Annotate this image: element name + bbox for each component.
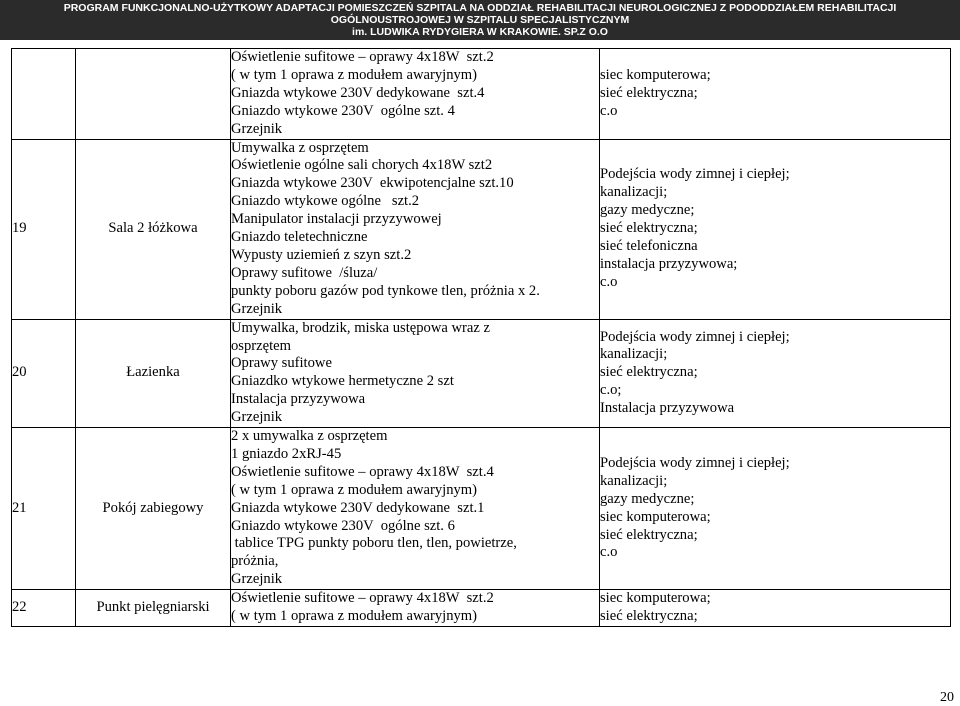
equipment-item: Gniazdko wtykowe hermetyczne 2 szt <box>231 373 454 390</box>
media-item: Instalacja przyzywowa <box>600 400 735 417</box>
media-item: sieć elektryczna; <box>600 526 698 543</box>
equipment-item: Oprawy sufitowe /śluza/ <box>231 264 378 281</box>
equipment-cell <box>231 49 600 140</box>
room-name: Punkt pielęgniarski <box>76 590 231 627</box>
table-row <box>12 49 951 140</box>
media-cell <box>600 139 951 319</box>
row-number <box>12 49 76 140</box>
media-item: gazy medyczne; <box>600 490 695 507</box>
equipment-item: Gniazda wtykowe 230V dedykowane szt.4 <box>231 84 485 101</box>
equipment-item: tablice TPG punkty poboru tlen, tlen, powietrze, <box>231 535 517 552</box>
row-number: 21 <box>12 428 76 590</box>
media-item: kanalizacji; <box>600 184 668 201</box>
equipment-item: Gniazdo teletechniczne <box>231 229 368 246</box>
equipment-item: Gniazdo wtykowe 230V ogólne szt. 4 <box>231 102 455 119</box>
media-item: sieć elektryczna; <box>600 220 698 237</box>
media-item: kanalizacji; <box>600 346 668 363</box>
equipment-item: Oświetlenie ogólne sali chorych 4x18W szt2 <box>231 157 493 174</box>
room-name: Pokój zabiegowy <box>76 428 231 590</box>
equipment-item: Grzejnik <box>231 120 283 137</box>
media-item: siec komputerowa; <box>600 66 711 83</box>
equipment-item: Grzejnik <box>231 571 283 588</box>
table-row <box>12 319 951 427</box>
media-cell <box>600 49 951 140</box>
equipment-cell <box>231 139 600 319</box>
document-header <box>0 0 960 40</box>
equipment-item: Gniazda wtykowe 230V ekwipotencjalne szt.10 <box>231 175 514 192</box>
row-number: 22 <box>12 590 76 627</box>
table-row <box>12 428 951 590</box>
media-item: sieć elektryczna; <box>600 364 698 381</box>
page-number: 20 <box>940 690 954 705</box>
media-item: Podejścia wody zimnej i ciepłej; <box>600 454 790 471</box>
equipment-item: próżnia, <box>231 553 279 570</box>
media-cell <box>600 319 951 427</box>
media-item: sieć elektryczna; <box>600 84 698 101</box>
equipment-item: Umywalka z osprzętem <box>231 139 369 156</box>
row-number: 19 <box>12 139 76 319</box>
table-row <box>12 590 951 627</box>
row-number: 20 <box>12 319 76 427</box>
header-line-3: im. LUDWIKA RYDYGIERA W KRAKOWIE. SP.Z O.O <box>352 26 608 38</box>
media-item: sieć elektryczna; <box>600 608 698 625</box>
rooms-table <box>11 48 951 627</box>
equipment-item: Oświetlenie sufitowe – oprawy 4x18W szt.4 <box>231 463 494 480</box>
media-cell <box>600 590 951 627</box>
equipment-item: ( w tym 1 oprawa z modułem awaryjnym) <box>231 481 477 498</box>
equipment-item: Oświetlenie sufitowe – oprawy 4x18W szt.2 <box>231 590 494 607</box>
equipment-cell <box>231 590 600 627</box>
room-name: Łazienka <box>76 319 231 427</box>
equipment-item: Instalacja przyzywowa <box>231 391 366 408</box>
header-line-2: OGÓLNOUSTROJOWEJ W SZPITALU SPECJALISTYCZNYM <box>330 14 630 26</box>
media-item: c.o; <box>600 382 622 399</box>
media-item: Podejścia wody zimnej i ciepłej; <box>600 328 790 345</box>
equipment-item: Gniazda wtykowe 230V dedykowane szt.1 <box>231 499 485 516</box>
equipment-item: Umywalka, brodzik, miska ustępowa wraz z <box>231 319 490 336</box>
table-row <box>12 139 951 319</box>
equipment-item: Gniazdo wtykowe ogólne szt.2 <box>231 193 420 210</box>
equipment-item: Wypusty uziemień z szyn szt.2 <box>231 246 412 263</box>
room-name: Sala 2 łóżkowa <box>76 139 231 319</box>
media-item: c.o <box>600 102 618 119</box>
media-item: gazy medyczne; <box>600 202 695 219</box>
media-cell <box>600 428 951 590</box>
equipment-item: Grzejnik <box>231 409 283 426</box>
media-item: instalacja przyzywowa; <box>600 255 738 272</box>
equipment-item: ( w tym 1 oprawa z modułem awaryjnym) <box>231 66 477 83</box>
equipment-item: 2 x umywalka z osprzętem <box>231 428 388 445</box>
room-name <box>76 49 231 140</box>
equipment-item: punkty poboru gazów pod tynkowe tlen, próżnia x 2. <box>231 282 540 299</box>
media-item: c.o <box>600 273 618 290</box>
header-line-1: PROGRAM FUNKCJONALNO-UŻYTKOWY ADAPTACJI POMIESZCZEŃ SZPITALA NA ODDZIAŁ REHABILITACJI NEUROLOGICZNEJ Z PODODDZIAŁEM REHABILITACJI <box>63 2 897 14</box>
equipment-cell <box>231 428 600 590</box>
media-item: c.o <box>600 544 618 561</box>
media-item: siec komputerowa; <box>600 590 711 607</box>
equipment-item: Manipulator instalacji przyzywowej <box>231 211 442 228</box>
media-item: siec komputerowa; <box>600 508 711 525</box>
media-item: Podejścia wody zimnej i ciepłej; <box>600 166 790 183</box>
media-item: sieć telefoniczna <box>600 238 698 255</box>
equipment-item: Oświetlenie sufitowe – oprawy 4x18W szt.2 <box>231 49 494 65</box>
equipment-item: ( w tym 1 oprawa z modułem awaryjnym) <box>231 608 477 625</box>
media-item: kanalizacji; <box>600 472 668 489</box>
equipment-item: Oprawy sufitowe <box>231 355 332 372</box>
equipment-item: Gniazdo wtykowe 230V ogólne szt. 6 <box>231 517 455 534</box>
equipment-item: Grzejnik <box>231 300 283 317</box>
equipment-cell <box>231 319 600 427</box>
equipment-item: 1 gniazdo 2xRJ-45 <box>231 445 342 462</box>
equipment-item: osprzętem <box>231 337 291 354</box>
